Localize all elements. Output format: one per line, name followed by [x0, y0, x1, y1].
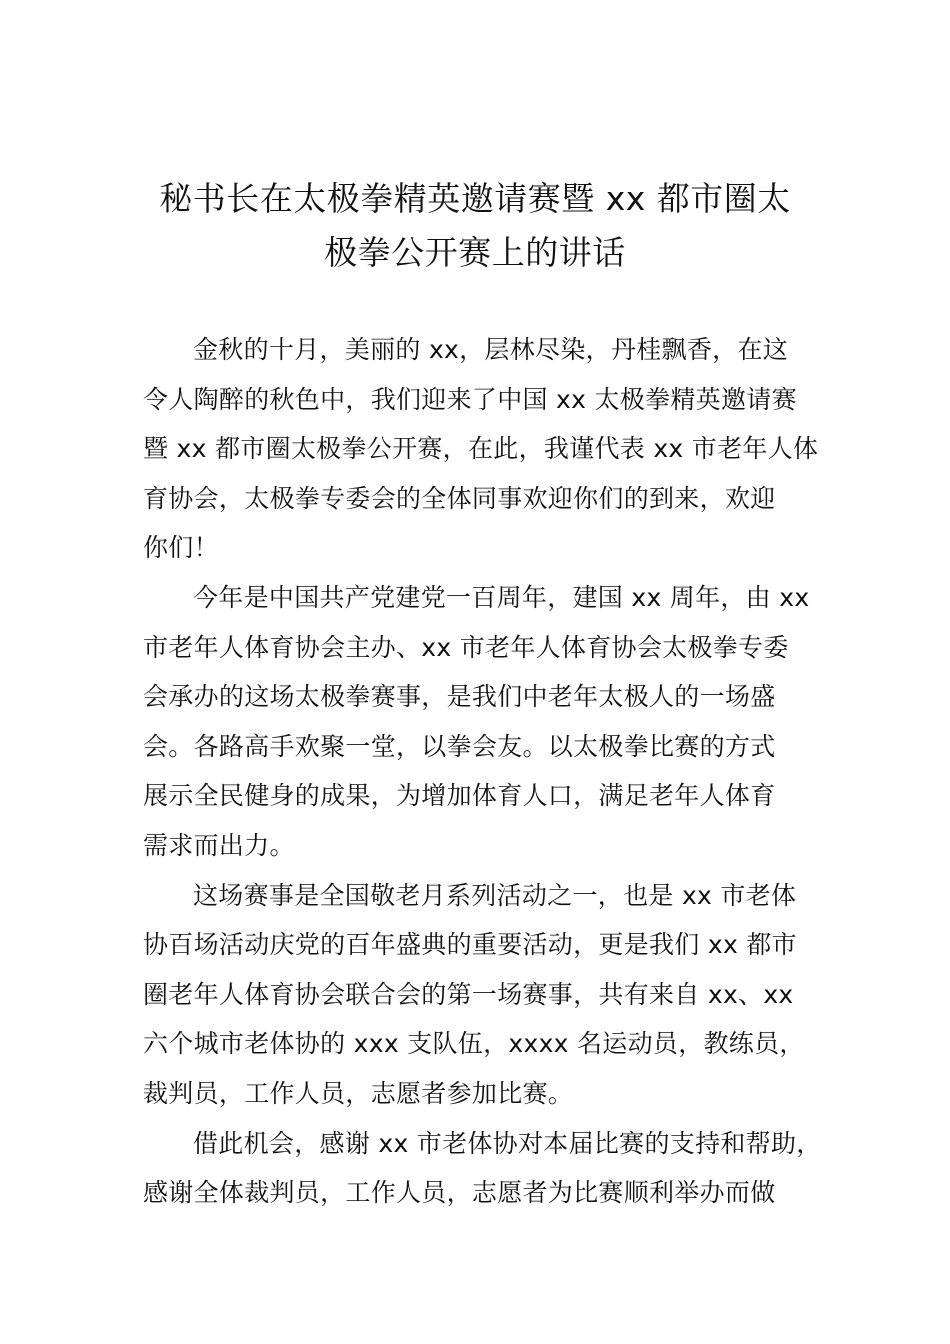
text-line: 金秋的十月，美丽的 xx，层林尽染，丹桂飘香，在这: [193, 335, 789, 364]
text-line: 感谢全体裁判员，工作人员，志愿者为比赛顺利举办而做: [143, 1178, 776, 1208]
paragraph-4: [143, 1119, 822, 1218]
text-line: 市老年人体育协会主办、xx 市老年人体育协会太极拳专委: [143, 632, 789, 662]
text-line: 这场赛事是全国敬老月系列活动之一，也是 xx 市老体: [193, 880, 797, 910]
paragraph-2: [143, 573, 813, 871]
text-line: 六个城市老体协的 xxx 支队伍，xxxx 名运动员，教练员，: [143, 1029, 805, 1059]
title-line: 秘书长在太极拳精英邀请赛暨 xx 都市圈太: [159, 179, 791, 218]
text-line: 育协会，太极拳专委会的全体同事欢迎你们的到来，欢迎: [143, 483, 776, 513]
text-line: 令人陶醉的秋色中，我们迎来了中国 xx 太极拳精英邀请赛: [143, 384, 797, 414]
text-line: 会承办的这场太极拳赛事，是我们中老年太极人的一场盛: [143, 682, 776, 712]
text-line: 你们！: [143, 533, 219, 563]
text-line: 协百场活动庆党的百年盛典的重要活动，更是我们 xx 都市: [143, 930, 797, 960]
paragraph-3: [143, 871, 813, 1119]
text-line: 展示全民健身的成果，为增加体育人口，满足老年人体育: [143, 781, 776, 811]
text-line: 借此机会，感谢 xx 市老体协对本届比赛的支持和帮助，: [193, 1128, 822, 1158]
text-line: 需求而出力。: [143, 830, 295, 860]
document-title: [110, 172, 840, 280]
text-line: 暨 xx 都市圈太极拳公开赛，在此，我谨代表 xx 市老年人体: [143, 434, 819, 464]
text-line: 圈老年人体育协会联合会的第一场赛事，共有来自 xx、xx: [143, 979, 794, 1009]
paragraph-1: [143, 325, 819, 573]
text-line: 裁判员，工作人员，志愿者参加比赛。: [143, 1078, 574, 1108]
title-line: 极拳公开赛上的讲话: [324, 233, 626, 272]
text-line: 会。各路高手欢聚一堂，以拳会友。以太极拳比赛的方式: [143, 731, 776, 761]
text-line: 今年是中国共产党建党一百周年，建国 xx 周年，由 xx: [193, 582, 810, 612]
document-body: [143, 325, 822, 1218]
